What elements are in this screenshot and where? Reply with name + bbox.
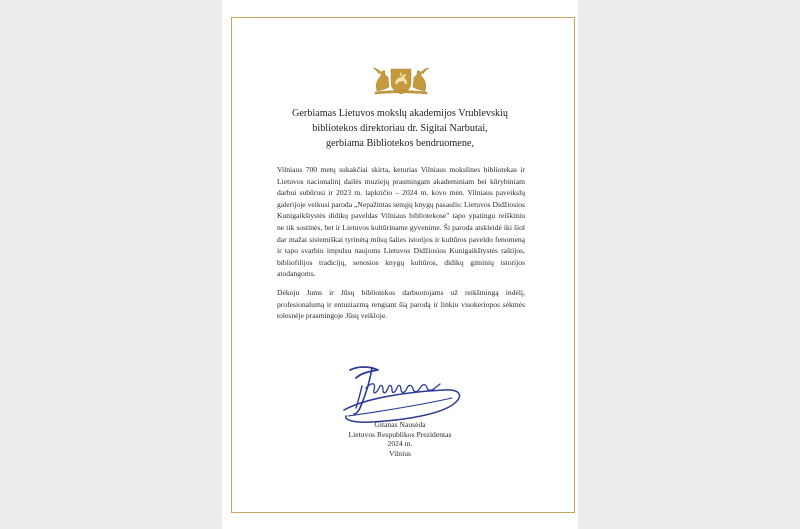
letter-closing	[300, 420, 500, 458]
body-paragraph-2: Dėkoju Jums ir Jūsų bibliotekos darbuotojams už reikšmingą indėlį, profesionalumą ir entuziazmą rengiant šią parodą ir linkiu visokeriopos sėkmės tolesnėje prasmingoje Jūsų veikloje.	[277, 287, 525, 321]
letter-city: Vilnius	[389, 448, 411, 458]
greeting-line-3: gerbiama Bibliotekos bendruomene,	[326, 138, 474, 149]
body-paragraph-1: Vilniaus 700 metų sukakčiai skirta, keturias Vilniaus mokslines bibliotekas ir Lietuvos nacionalinį dailės muziejų prasmingam akademiniam bei kūrybiniam darbui subūrusi ir 2023 m. lapkričio – 2024 m. kovo mėn. Vilniaus paveikslų galerijoje veikusi paroda „Nepažintas senųjų knygų pasaulis: Lietuvos Didžiosios Kunigaikštystės didikų paveldas Vilniaus bibliotekose" tapo ypatingu reiškiniu ne tik sostinės, bet ir Lietuvos kultūriname gyvenime. Ši paroda atskleidė iki šiol dar mažai sistemiškai tyrinėtą mūsų šalies istorijos ir kultūros paveldo fenomeną ir tapo svarbiu impulsu naujoms Lietuvos Didžiosios Kunigaikštystės raštijos, bibliofilijos tradicijų, senosios knygų kultūros, didikų giminių istorijos atodangoms.	[277, 165, 526, 279]
greeting-line-2: bibliotekos direktoriau dr. Sigitai Narbutai,	[312, 123, 488, 134]
signer-title: Lietuvos Respublikos Prezidentas	[348, 429, 452, 439]
vytis-crest-icon	[371, 63, 431, 95]
letter-year: 2024 m.	[387, 439, 413, 449]
letter-greeting	[262, 106, 538, 151]
letter-body	[277, 164, 525, 329]
handwritten-signature	[336, 364, 474, 426]
signer-name: Gitanas Nausėda	[374, 420, 426, 429]
greeting-line-1: Gerbiamas Lietuvos mokslų akademijos Vrublevskių	[292, 108, 508, 119]
